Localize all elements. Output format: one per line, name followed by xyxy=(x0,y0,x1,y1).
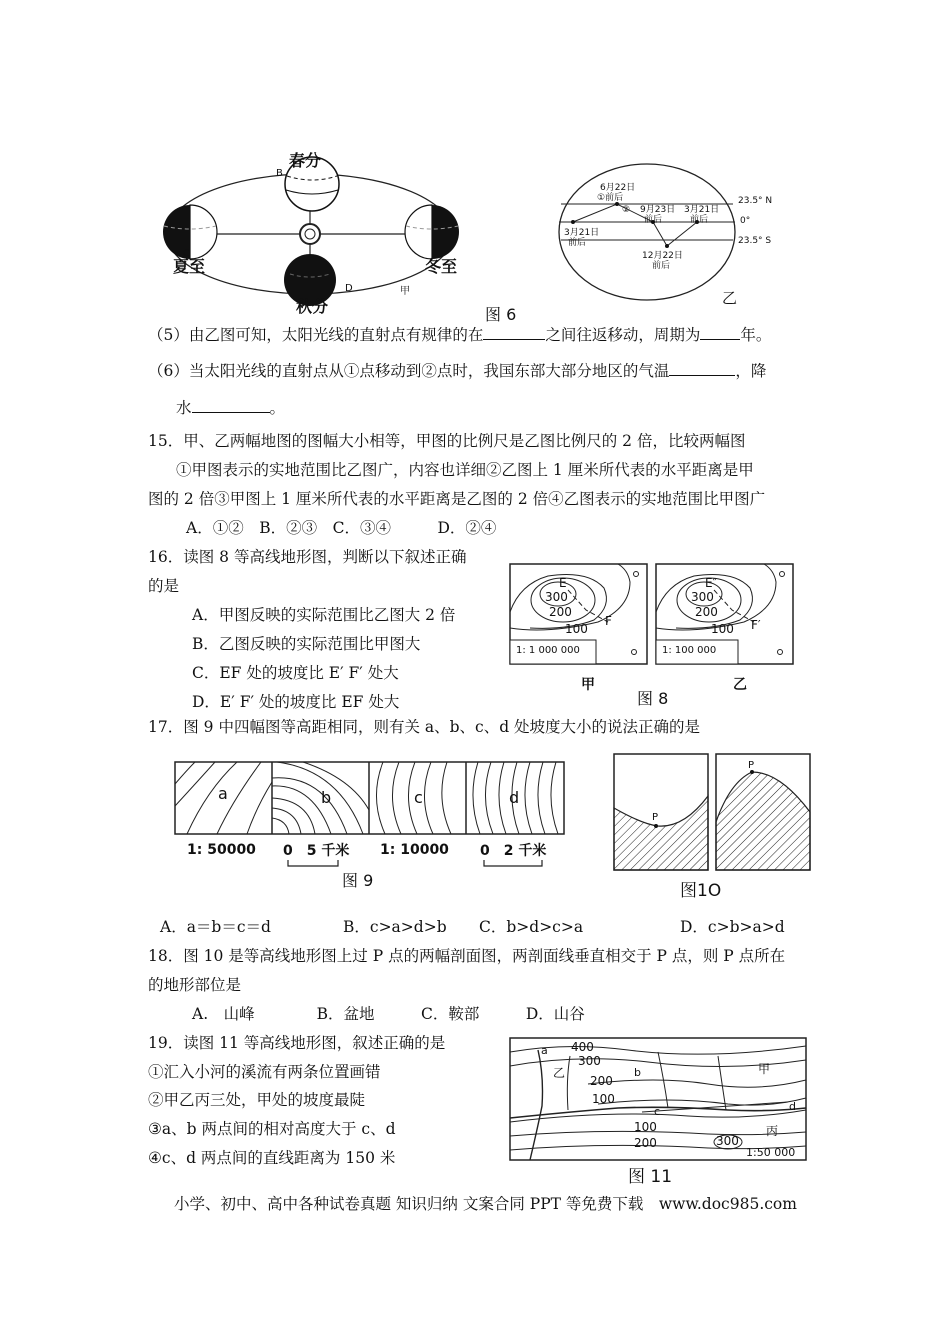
yi-circ2: ② xyxy=(622,205,631,215)
yi-mar21b-b: 前后 xyxy=(690,215,709,225)
fig6-autumn-label: 秋分 xyxy=(296,297,329,316)
q16-stem2: 的是 xyxy=(148,577,180,595)
yi-lat-n: 23.5° N xyxy=(738,196,773,206)
q6-line xyxy=(148,361,766,381)
fig11-diagram xyxy=(508,1036,808,1162)
fig6-winter-label: 冬至 xyxy=(425,257,458,276)
q19-statement-1: ①汇入小河的溪流有两条位置画错 xyxy=(148,1063,381,1081)
q18-options: A. 山峰 B．盆地 C．鞍部 D．山谷 xyxy=(192,1005,585,1023)
q6-line2 xyxy=(176,398,285,418)
q19-statement-4: ④c、d 两点间的直线距离为 150 米 xyxy=(148,1149,396,1167)
q5-blank-1[interactable] xyxy=(483,325,545,340)
fig8-yi-label: 乙 xyxy=(733,677,747,693)
fig8-jia-200: 200 xyxy=(549,605,572,619)
q5-text-b: 之间往返移动，周期为 xyxy=(545,326,701,344)
fig8-caption: 图 8 xyxy=(637,689,669,708)
page-footer: 小学、初中、高中各种试卷真题 知识归纳 文案合同 PPT 等免费下载 www.doc985.com xyxy=(174,1195,797,1213)
fig11-scale: 1:50 000 xyxy=(746,1146,796,1159)
q16-stem1: 16．读图 8 等高线地形图，判断以下叙述正确 xyxy=(148,548,467,566)
q17-option-c: C．b>d>c>a xyxy=(479,918,584,936)
q18-stem1: 18．图 10 是等高线地形图上过 P 点的两幅剖面图，两剖面线垂直相交于 P 点，则 P 点所在 xyxy=(148,947,786,965)
fig11-d: d xyxy=(789,1100,796,1113)
q5-text-c: 年。 xyxy=(740,326,772,344)
fig8-yi-300: 300 xyxy=(691,590,714,604)
fig8-jia-f: F xyxy=(605,614,612,628)
fig8-yi-100: 100 xyxy=(711,622,734,636)
fig11-jia: 甲 xyxy=(758,1062,771,1076)
yi-mar21a-b: 前后 xyxy=(568,238,587,248)
q15-line3: 图的 2 倍③甲图上 1 厘米所代表的水平距离是乙图的 2 倍④乙图表示的实地范围比甲图广 xyxy=(148,490,766,508)
fig6-spring-label: 春分 xyxy=(289,151,322,170)
yi-dec22: 12月22日 xyxy=(642,251,683,261)
fig11-200b: 200 xyxy=(634,1136,657,1150)
q19-statement-2: ②甲乙丙三处，甲处的坡度最陡 xyxy=(148,1091,366,1109)
fig6-caption: 图 6 xyxy=(485,305,517,324)
yi-dec22-b: 前后 xyxy=(652,261,671,271)
q16-option-b: B．乙图反映的实际范围比甲图大 xyxy=(192,635,421,653)
q6-blank-2[interactable] xyxy=(192,398,270,413)
fig11-300b: 300 xyxy=(716,1134,739,1148)
fig10-diagram xyxy=(612,752,812,872)
fig8-jia-300: 300 xyxy=(545,590,568,604)
q17-option-d: D．c>b>a>d xyxy=(680,918,785,936)
fig10-caption: 图1O xyxy=(680,881,722,901)
yi-mar21b: 3月21日 xyxy=(684,205,720,215)
fig11-300: 300 xyxy=(578,1054,601,1068)
yi-sep23-b: 前后 xyxy=(644,215,663,225)
q15-line2: ①甲图表示的实地范围比乙图广，内容也详细②乙图上 1 厘米所代表的水平距离是甲 xyxy=(176,461,754,479)
yi-jun22: 6月22日 xyxy=(600,183,636,193)
yi-lat-0: 0° xyxy=(740,216,751,226)
fig8-jia-label: 甲 xyxy=(581,677,595,693)
fig8-jia-scale: 1: 1 000 000 xyxy=(516,645,580,656)
q5-text-a: （5）由乙图可知，太阳光线的直射点有规律的在 xyxy=(148,326,484,344)
q17-option-b: B．c>a>d>b xyxy=(343,918,447,936)
q19-stem: 19．读图 11 等高线地形图，叙述正确的是 xyxy=(148,1034,446,1052)
fig6-summer-label: 夏至 xyxy=(173,257,206,276)
q16-option-c: C．EF 处的坡度比 E′ F′ 处大 xyxy=(192,664,399,682)
fig8-yi-200: 200 xyxy=(695,605,718,619)
q17-option-a: A．a＝b＝c＝d xyxy=(160,918,271,936)
q15-options: A．①② B．②③ C．③④ D．②④ xyxy=(186,519,497,537)
fig11-caption: 图 11 xyxy=(628,1167,673,1187)
fig9-scale-bars xyxy=(286,858,576,868)
fig9-scale-1: 1: 50000 xyxy=(187,842,256,858)
fig11-100b: 100 xyxy=(634,1120,657,1134)
fig11-400: 400 xyxy=(571,1040,594,1054)
fig9-scale-3: 1: 10000 xyxy=(380,842,449,858)
yi-label: 乙 xyxy=(722,289,738,307)
fig9-scale-4: 0 2 千米 xyxy=(480,843,547,859)
fig11-200: 200 xyxy=(590,1074,613,1088)
fig9-b: b xyxy=(321,788,332,807)
fig6-label-d: D xyxy=(345,283,353,294)
yi-sep23: 9月23日 xyxy=(640,205,676,215)
fig6-label-c: C xyxy=(183,248,190,259)
fig11-a: a xyxy=(541,1044,548,1057)
q6-text-b: ，降 xyxy=(735,362,767,380)
q6-text-a: （6）当太阳光线的直射点从①点移动到②点时，我国东部大部分地区的气温 xyxy=(148,362,670,380)
q16-option-a: A．甲图反映的实际范围比乙图大 2 倍 xyxy=(192,606,456,624)
q19-statement-3: ③a、b 两点间的相对高度大于 c、d xyxy=(148,1120,396,1138)
fig11-b: b xyxy=(634,1066,641,1079)
fig11-yi: 乙 xyxy=(553,1066,566,1080)
q5-line xyxy=(148,325,771,345)
q5-blank-2[interactable] xyxy=(700,325,740,340)
q16-option-d: D．E′ F′ 处的坡度比 EF 处大 xyxy=(192,693,400,711)
fig6-label-b: B xyxy=(276,168,283,179)
fig9-caption: 图 9 xyxy=(342,871,374,890)
q17-stem: 17．图 9 中四幅图等高距相同，则有关 a、b、c、d 处坡度大小的说法正确的是 xyxy=(148,718,701,736)
fig11-c: c xyxy=(654,1105,661,1118)
q18-stem2: 的地形部位是 xyxy=(148,976,242,994)
fig9-d: d xyxy=(509,788,520,807)
fig8-yi-f: F′ xyxy=(751,618,761,632)
yi-mar21a: 3月21日 xyxy=(564,228,600,238)
q15-stem: 15．甲、乙两幅地图的图幅大小相等，甲图的比例尺是乙图比例尺的 2 倍，比较两幅图 xyxy=(148,432,746,450)
fig8-yi-e: E″ xyxy=(705,576,718,590)
fig9-c: c xyxy=(414,788,423,807)
fig8-jia-e: E xyxy=(559,576,567,590)
fig11-100: 100 xyxy=(592,1092,615,1106)
yi-jun22-b: ①前后 xyxy=(597,193,624,203)
fig9-scale-2: 0 5 千米 xyxy=(283,843,350,859)
q6-blank-1[interactable] xyxy=(669,361,735,376)
q6-text-d: 。 xyxy=(269,399,286,417)
fig10-p-left: P xyxy=(652,812,659,823)
fig10-p-right: P xyxy=(748,760,755,771)
yi-lat-s: 23.5° S xyxy=(738,236,772,246)
q6-text-c: 水 xyxy=(176,399,192,417)
fig9-a: a xyxy=(218,784,228,803)
fig8-yi-scale: 1: 100 000 xyxy=(662,645,717,656)
fig8-jia-100: 100 xyxy=(565,622,588,636)
fig11-bing: 丙 xyxy=(766,1124,779,1138)
fig6-label-jia: 甲 xyxy=(400,286,410,297)
